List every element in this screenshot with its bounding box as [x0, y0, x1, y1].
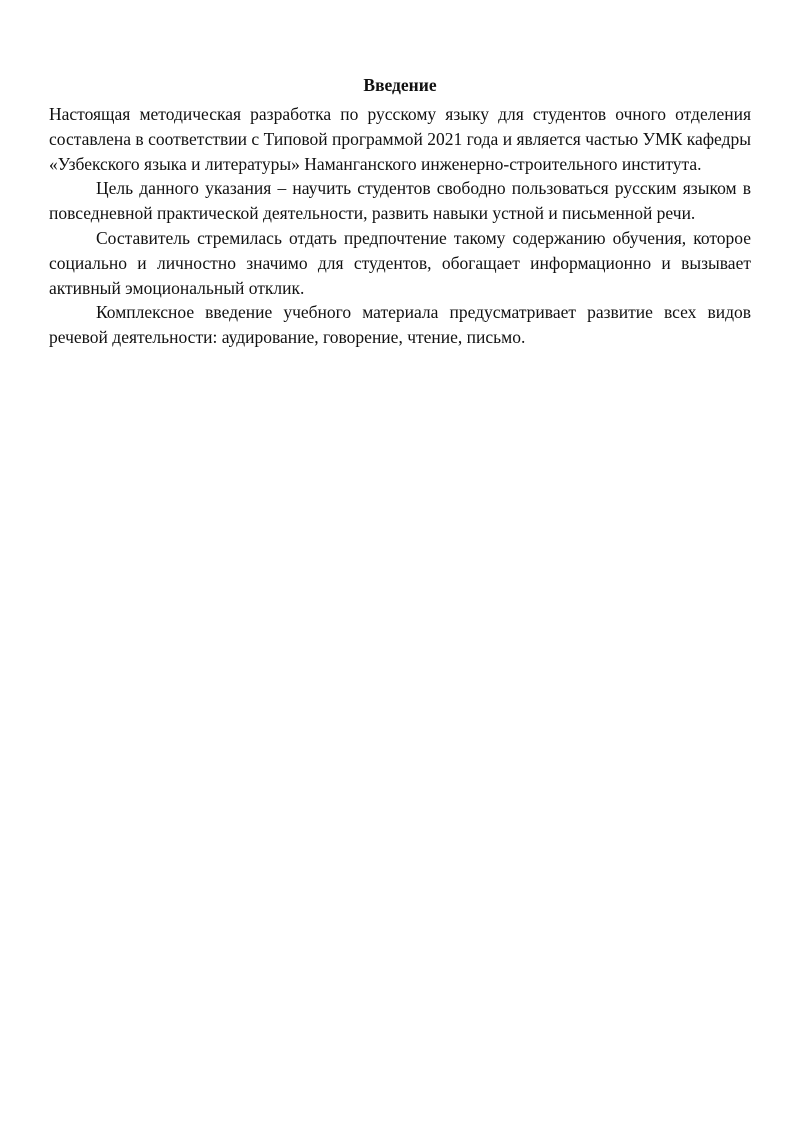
paragraph-4: Комплексное введение учебного материала предусматривает развитие всех видов речевой деятельности: аудирование, говорение, чтение, письмо.	[49, 302, 751, 348]
paragraph-3: Составитель стремилась отдать предпочтение такому содержанию обучения, которое социально и личностно значимо для студентов, обогащает информационно и вызывает активный эмоциональный отклик.	[49, 227, 751, 298]
paragraph-2: Цель данного указания – научить студентов свободно пользоваться русским языком в повседневной практической деятельности, развить навыки устной и письменной речи.	[49, 178, 751, 224]
paragraph-1: Настоящая методическая разработка по русскому языку для студентов очного отделения составлена в соответствии с Типовой программой 2021 года и является частью УМК кафедры «Узбекского языка и литературы» Наманганского инженерно-строительного института.	[49, 104, 751, 174]
page-title: Введение	[363, 75, 437, 95]
